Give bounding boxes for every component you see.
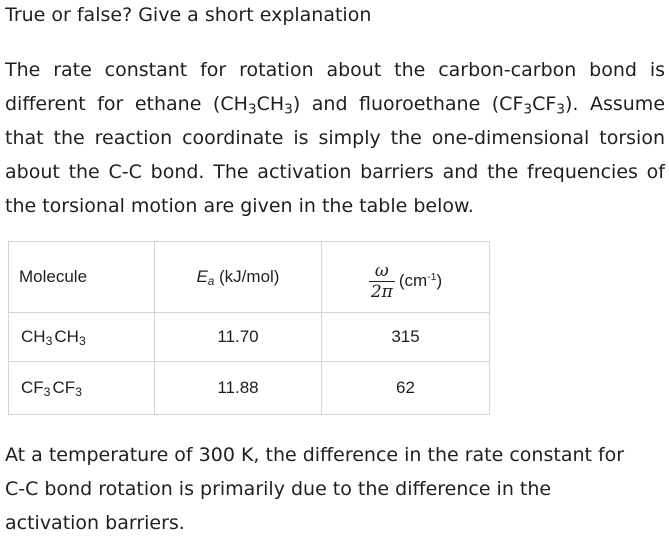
cell-molecule (9, 362, 155, 415)
question-intro (5, 53, 665, 223)
header-ea-label (197, 267, 280, 287)
molecule-formula (17, 378, 82, 398)
superscript: -1 (427, 271, 437, 284)
header-molecule-label: Molecule (19, 267, 88, 286)
subscript: 3 (78, 334, 86, 349)
cell-frequency: 62 (322, 362, 490, 415)
intro-line-3: that the reaction coordinate is simply the one-dimensional torsion (5, 127, 665, 149)
fraction-denominator: 2π (370, 281, 393, 302)
subscript: 3 (284, 101, 293, 118)
cell-ea: 11.88 (155, 362, 322, 415)
subscript: 3 (75, 385, 82, 400)
ea-unit: (kJ/mol) (214, 267, 280, 286)
subscript: 3 (45, 334, 53, 349)
header-frequency-label (369, 261, 442, 302)
intro-line-2-part: ) and fluoroethane (CF (292, 93, 524, 115)
subscript: 3 (523, 101, 533, 118)
subscript: 3 (43, 385, 51, 400)
formula-part: CF (21, 378, 44, 397)
omega-over-2pi-fraction (369, 261, 395, 302)
intro-line-2 (5, 87, 665, 121)
frequency-unit (399, 271, 442, 291)
cell-frequency: 315 (322, 313, 490, 362)
ea-symbol: E (196, 267, 208, 286)
table-row (9, 313, 490, 362)
formula-part: CH (21, 327, 46, 346)
subscript: 3 (247, 101, 257, 118)
intro-line-5: the torsional motion are given in the table below. (5, 195, 474, 217)
question-heading: True or false? Give a short explanation (5, 4, 372, 26)
intro-line-2-part: CF (532, 93, 557, 115)
question-statement (5, 438, 665, 540)
intro-line-2-part: ). Assume (565, 93, 666, 115)
subscript: 3 (556, 101, 565, 118)
table-header-row (9, 242, 490, 313)
formula-part: CH (54, 327, 79, 346)
fraction-numerator: ω (374, 260, 389, 281)
header-molecule (9, 242, 155, 313)
frequency-unit-part: ) (436, 271, 443, 290)
statement-line-3: activation barriers. (5, 512, 185, 534)
frequency-unit-part: (cm (398, 271, 428, 290)
header-frequency (322, 242, 490, 313)
intro-line-2-part: different for ethane (CH (5, 93, 248, 115)
header-activation-energy (155, 242, 322, 313)
data-table (8, 241, 490, 415)
ea-subscript: a (207, 275, 215, 288)
cell-molecule (9, 313, 155, 362)
statement-line-2: C-C bond rotation is primarily due to the difference in the (5, 478, 552, 500)
cell-ea: 11.70 (155, 313, 322, 362)
molecule-formula (17, 327, 86, 347)
statement-line-1: At a temperature of 300 K, the difference in the rate constant for (5, 444, 625, 466)
table-row (9, 362, 490, 415)
intro-line-2-part: CH (256, 93, 285, 115)
intro-line-4: about the C-C bond. The activation barriers and the frequencies of (5, 161, 665, 183)
intro-line-1: The rate constant for rotation about the carbon-carbon bond is (5, 59, 665, 81)
formula-part: CF (52, 378, 76, 397)
